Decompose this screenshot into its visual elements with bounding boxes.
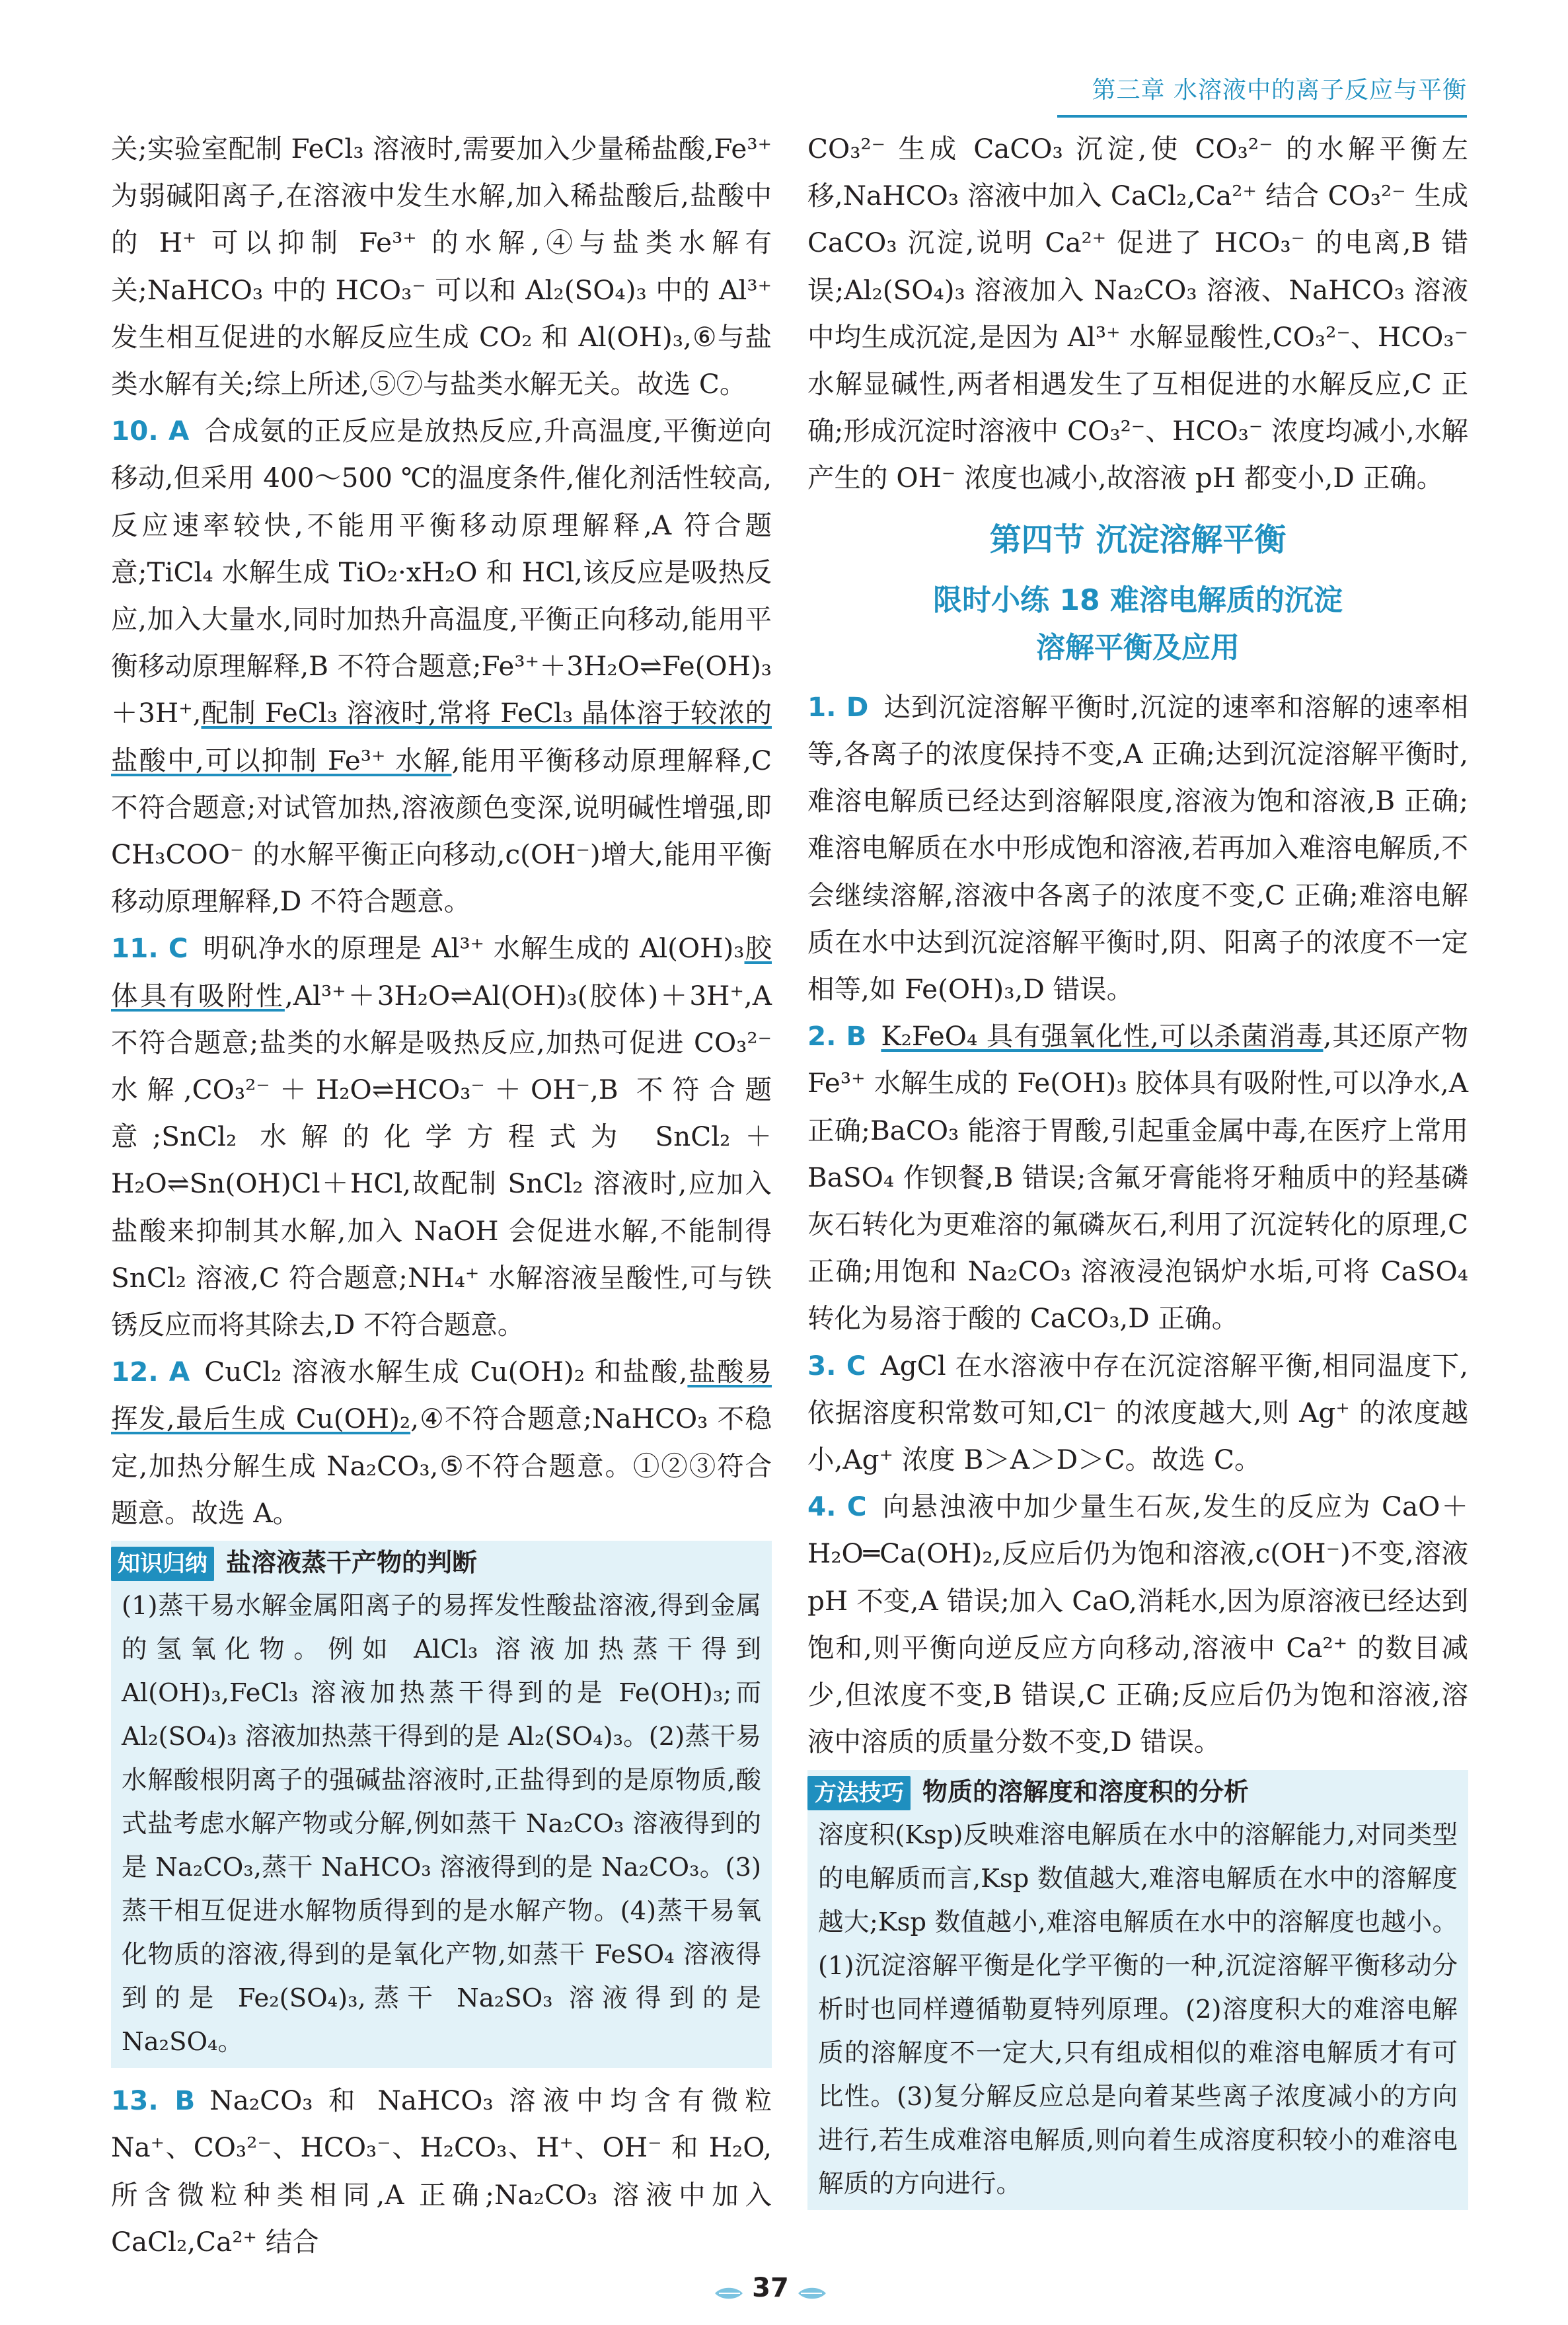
exercise-title-line1: 限时小练 18 难溶电解质的沉淀 (933, 583, 1343, 617)
leaf-ornament-right-icon (797, 2285, 827, 2302)
answer-13: 13. B Na₂CO₃ 和 NaHCO₃ 溶液中均含有微粒 Na⁺、CO₃²⁻、HCO₃⁻、H₂CO₃、H⁺、OH⁻ 和 H₂O,所含微粒种类相同,A 正确;Na₂CO₃ 溶液中加入 CaCl₂,Ca²⁺ 结合 (111, 2085, 772, 2258)
answer-r2-label: 2. B (807, 1020, 867, 1052)
answer-12: 12. A CuCl₂ 溶液水解生成 Cu(OH)₂ 和盐酸,盐酸易挥发,最后生成 Cu(OH)₂,④不符合题意;NaHCO₃ 不稳定,加热分解生成 Na₂CO₃,⑤不符合题意。①②③符合题意。故选 A。 (111, 1356, 772, 1529)
answer-r1-label: 1. D (807, 690, 869, 723)
answer-13-label: 13. B (111, 2085, 196, 2117)
knowledge-summary-tag: 知识归纳 (111, 1547, 214, 1581)
chapter-title: 第三章 水溶液中的离子反应与平衡 (1092, 77, 1467, 104)
answer-11-label: 11. C (111, 932, 188, 965)
answer-r4-label: 4. C (807, 1491, 867, 1523)
method-tips-tag: 方法技巧 (807, 1776, 911, 1810)
chapter-header (1057, 66, 1467, 118)
answer-r2: 2. B K₂FeO₄ 具有强氧化性,可以杀菌消毒,其还原产物 Fe³⁺ 水解生成的 Fe(OH)₃ 胶体具有吸附性,可以净水,A 正确;BaCO₃ 能溶于胃酸,引起重金属中毒,在医疗上常用 BaSO₄ 作钡餐,B 错误;含氟牙膏能将牙釉质中的羟基磷灰石转化为更难溶的氟磷灰石,利用了沉淀转化的原理,C 正确;用饱和 Na₂CO₃ 溶液浸泡锅炉水垢,可将 CaSO₄ 转化为易溶于酸的 CaCO₃,D 正确。 (807, 1020, 1469, 1335)
answer-r1: 1. D 达到沉淀溶解平衡时,沉淀的速率和溶解的速率相等,各离子的浓度保持不变,A 正确;达到沉淀溶解平衡时,难溶电解质已经达到溶解限度,溶液为饱和溶液,B 正确;难溶电解质在水中形成饱和溶液,若再加入难溶电解质,不会继续溶解,溶液中各离子的浓度不变,C 正确;难溶电解质在水中达到沉淀溶解平衡时,阴、阳离子的浓度不一定相等,如 Fe(OH)₃,D 错误。 (807, 690, 1468, 1006)
answer-11-key-point: 胶体具有吸附性 (111, 932, 772, 1012)
method-tips-box (807, 1770, 1468, 2210)
q9-continuation: 关;实验室配制 FeCl₃ 溶液时,需要加入少量稀盐酸,Fe³⁺为弱碱阳离子,在溶液中发生水解,加入稀盐酸后,盐酸中的 H⁺ 可以抑制 Fe³⁺ 的水解,④与盐类水解有关;NaHCO₃ 中的 HCO₃⁻ 可以和 Al₂(SO₄)₃ 中的 Al³⁺ 发生相互促进的水解反应生成 CO₂ 和 Al(OH)₃,⑥与盐类水解有关;综上所述,⑤⑦与盐类水解无关。故选 C。 (111, 133, 772, 400)
page-footer (685, 2273, 856, 2312)
answer-r4: 4. C 向悬浊液中加少量生石灰,发生的反应为 CaO＋H₂O═Ca(OH)₂,反应后仍为饱和溶液,c(OH⁻)不变,溶液 pH 不变,A 错误;加入 CaO,消耗水,因为原溶液已经达到饱和,则平衡向逆反应方向移动,溶液中 Ca²⁺ 的数目减少,但浓度不变,B 错误,C 正确;反应后仍为饱和溶液,溶液中溶质的质量分数不变,D 错误。 (807, 1491, 1468, 1758)
section-title: 第四节 沉淀溶解平衡 (989, 521, 1287, 558)
answer-11: 11. C 明矾净水的原理是 Al³⁺ 水解生成的 Al(OH)₃胶体具有吸附性,Al³⁺＋3H₂O⇌Al(OH)₃(胶体)＋3H⁺,A 不符合题意;盐类的水解是吸热反应,加热可促进 CO₃²⁻ 水解,CO₃²⁻＋H₂O⇌HCO₃⁻＋OH⁻,B 不符合题意;SnCl₂ 水解的化学方程式为 SnCl₂＋H₂O⇌Sn(OH)Cl＋HCl,故配制 SnCl₂ 溶液时,应加入盐酸来抑制其水解,加入 NaOH 会促进水解,不能制得 SnCl₂ 溶液,C 符合题意;NH₄⁺ 水解溶液呈酸性,可与铁锈反应而将其除去,D 不符合题意。 (111, 932, 772, 1341)
knowledge-summary-body: (1)蒸干易水解金属阳离子的易挥发性酸盐溶液,得到金属的氢氧化物。例如 AlCl₃ 溶液加热蒸干得到 Al(OH)₃,FeCl₃ 溶液加热蒸干得到的是 Fe(OH)₃;而 Al₂(SO₄)₃ 溶液加热蒸干得到的是 Al₂(SO₄)₃。(2)蒸干易水解酸根阴离子的强碱盐溶液时,正盐得到的是原物质,酸式盐考虑水解产物或分解,例如蒸干 Na₂CO₃ 溶液得到的是 Na₂CO₃,蒸干 NaHCO₃ 溶液得到的是 Na₂CO₃。(3)蒸干相互促进水解物质得到的是水解产物。(4)蒸干易氧化物质的溶液,得到的是氧化产物,如蒸干 FeSO₄ 溶液得到的是 Fe₂(SO₄)₃,蒸干 Na₂SO₃ 溶液得到的是 Na₂SO₄。 (122, 1591, 761, 2057)
q13-continuation: CO₃²⁻ 生成 CaCO₃ 沉淀,使 CO₃²⁻ 的水解平衡左移,NaHCO₃ 溶液中加入 CaCl₂,Ca²⁺ 结合 CO₃²⁻ 生成 CaCO₃ 沉淀,说明 Ca²⁺ 促进了 HCO₃⁻ 的电离,B 错误;Al₂(SO₄)₃ 溶液加入 Na₂CO₃ 溶液、NaHCO₃ 溶液中均生成沉淀,是因为 Al³⁺ 水解显酸性,CO₃²⁻、HCO₃⁻ 水解显碱性,两者相遇发生了互相促进的水解反应,C 正确;形成沉淀时溶液中 CO₃²⁻、HCO₃⁻ 浓度均减小,水解产生的 OH⁻ 浓度也减小,故溶液 pH 都变小,D 正确。 (807, 133, 1468, 494)
answer-r3: 3. C AgCl 在水溶液中存在沉淀溶解平衡,相同温度下,依据溶度积常数可知,Cl⁻ 的浓度越大,则 Ag⁺ 的浓度越小,Ag⁺ 浓度 B＞A＞D＞C。故选 C。 (807, 1349, 1469, 1476)
answer-r3-label: 3. C (807, 1349, 866, 1382)
right-column (807, 126, 1468, 2219)
answer-10: 10. A 合成氨的正反应是放热反应,升高温度,平衡逆向移动,但采用 400～500 ℃的温度条件,催化剂活性较高,反应速率较快,不能用平衡移动原理解释,A 符合题意;TiCl₄ 水解生成 TiO₂·xH₂O 和 HCl,该反应是吸热反应,加入大量水,同时加热升高温度,平衡正向移动,能用平衡移动原理解释,B 不符合题意;Fe³⁺＋3H₂O⇌Fe(OH)₃＋3H⁺,配制 FeCl₃ 溶液时,常将 FeCl₃ 晶体溶于较浓的盐酸中,可以抑制 Fe³⁺ 水解,能用平衡移动原理解释,C 不符合题意;对试管加热,溶液颜色变深,说明碱性增强,即 CH₃COO⁻ 的水解平衡正向移动,c(OH⁻)增大,能用平衡移动原理解释,D 不符合题意。 (111, 415, 772, 918)
answer-r2-key-point: K₂FeO₄ 具有强氧化性,可以杀菌消毒 (881, 1020, 1324, 1052)
method-tips-body: 溶度积(Ksp)反映难溶电解质在水中的溶解能力,对同类型的电解质而言,Ksp 数值越大,难溶电解质在水中的溶解度越大;Ksp 数值越小,难溶电解质在水中的溶解度也越小。(1)沉淀溶解平衡是化学平衡的一种,沉淀溶解平衡移动分析时也同样遵循勒夏特列原理。(2)溶度积大的难溶电解质的溶解度不一定大,只有组成相似的难溶电解质才有可比性。(3)复分解反应总是向着某些离子浓度减小的方向进行,若生成难溶电解质,则向着生成溶度积较小的难溶电解质的方向进行。 (818, 1820, 1458, 2199)
answer-10-key-point: 配制 FeCl₃ 溶液时,常将 FeCl₃ 晶体溶于较浓的盐酸中,可以抑制 Fe³⁺ 水解 (111, 697, 772, 776)
answer-10-label: 10. A (111, 415, 190, 447)
answer-12-key-point: 盐酸易挥发,最后生成 Cu(OH)₂ (111, 1356, 772, 1435)
answer-12-label: 12. A (111, 1356, 190, 1388)
knowledge-summary-title: 盐溶液蒸干产物的判断 (226, 1548, 478, 1578)
header-rule (1057, 115, 1467, 118)
page-number: 37 (752, 2273, 789, 2303)
knowledge-summary-box (111, 1541, 772, 2068)
left-column (111, 126, 772, 2266)
method-tips-title: 物质的溶解度和溶度积的分析 (922, 1777, 1250, 1806)
exercise-title-line2: 溶解平衡及应用 (1036, 630, 1240, 665)
